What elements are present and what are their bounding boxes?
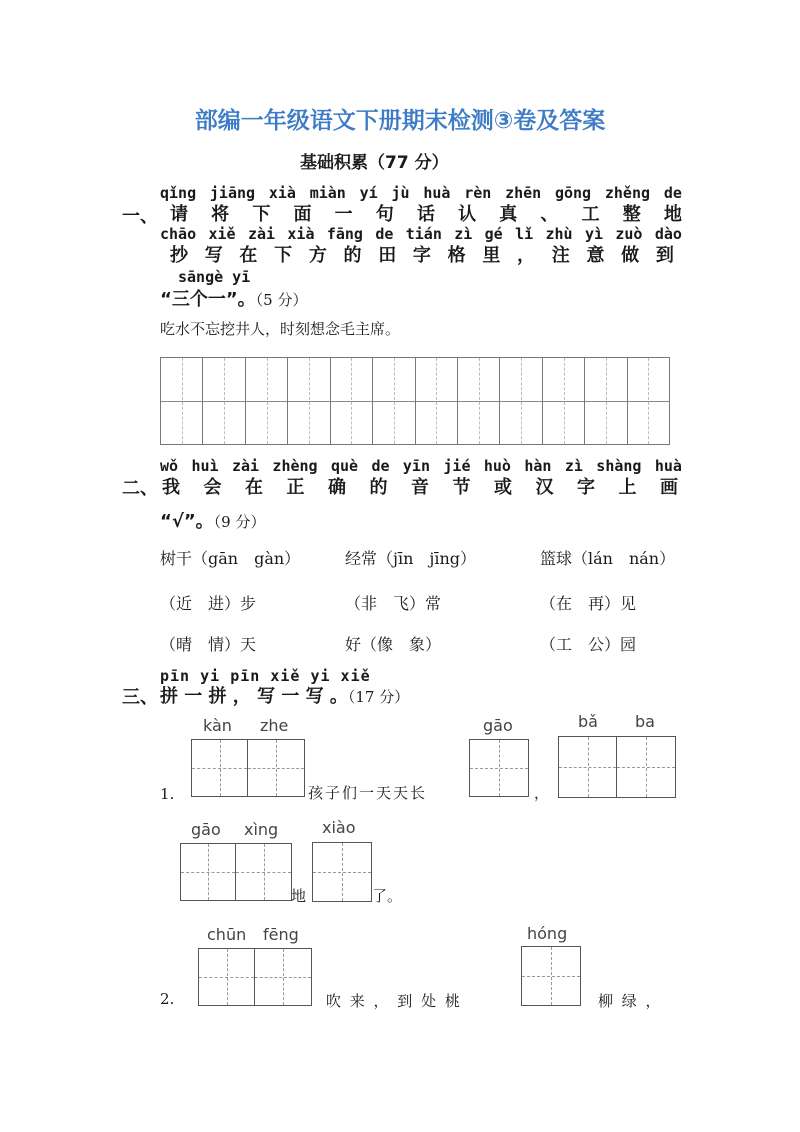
pinyin-label: fēng bbox=[263, 925, 299, 944]
syllable: 认 bbox=[458, 204, 477, 225]
syllable: 写 bbox=[204, 245, 223, 266]
syllable: zài bbox=[247, 225, 276, 243]
q2-number: 二、 bbox=[122, 478, 158, 499]
q2-check-mark: “√”。 bbox=[160, 511, 214, 532]
pinyin-label: bǎ bbox=[578, 712, 598, 731]
syllable: 一 bbox=[334, 204, 353, 225]
syllable: 工 bbox=[581, 204, 600, 225]
pinyin-label: gāo bbox=[191, 820, 221, 839]
syllable: 方 bbox=[308, 245, 327, 266]
syllable: huà bbox=[654, 457, 682, 475]
syllable: 到 bbox=[655, 245, 674, 266]
syllable: fāng bbox=[326, 225, 363, 243]
grid-cell[interactable] bbox=[628, 358, 669, 444]
q2-option[interactable]: 好（像 象） bbox=[345, 635, 442, 654]
pinyin-label: kàn bbox=[203, 716, 232, 735]
page-title: 部编一年级语文下册期末检测③卷及答案 bbox=[194, 108, 606, 134]
syllable: 汉 bbox=[535, 477, 554, 498]
syllable: xià bbox=[287, 225, 315, 243]
syllable: 正 bbox=[286, 477, 305, 498]
q2-option[interactable]: （在 再）见 bbox=[540, 594, 637, 613]
q1-score: （5 分） bbox=[255, 291, 308, 309]
syllable: chāo bbox=[160, 225, 197, 243]
syllable: de bbox=[375, 225, 394, 243]
syllable: 句 bbox=[375, 204, 394, 225]
syllable: zài bbox=[231, 457, 260, 475]
pinyin-label: xìng bbox=[244, 820, 279, 839]
grid-cell[interactable] bbox=[246, 358, 288, 444]
grid-cell[interactable] bbox=[458, 358, 500, 444]
syllable: huà bbox=[423, 184, 451, 202]
syllable: 做 bbox=[621, 245, 640, 266]
grid-cell[interactable] bbox=[500, 358, 542, 444]
item1-text: 孩子们一天天长 bbox=[308, 784, 428, 802]
item2-text-b: 柳 绿 ， bbox=[598, 992, 663, 1010]
q2-option[interactable]: （晴 情）天 bbox=[160, 635, 257, 654]
syllable: zhěng bbox=[604, 184, 651, 202]
syllable: yì bbox=[584, 225, 604, 243]
item1-text-d: 地 bbox=[291, 887, 307, 905]
q1-quote: “三个一”。 bbox=[160, 289, 256, 310]
q2-option[interactable]: （近 进）步 bbox=[160, 594, 257, 613]
syllable: zhèng bbox=[272, 457, 318, 475]
syllable: 格 bbox=[447, 245, 466, 266]
syllable: shàng bbox=[596, 457, 642, 475]
q1-text-line3 bbox=[160, 285, 307, 311]
syllable: yí bbox=[359, 184, 378, 202]
syllable: miàn bbox=[309, 184, 346, 202]
section-subtitle: 基础积累（77 分） bbox=[300, 153, 449, 173]
syllable: 字 bbox=[412, 245, 431, 266]
pinyin-label: hóng bbox=[527, 924, 568, 943]
syllable: 的 bbox=[369, 477, 388, 498]
q2-option[interactable]: 经常（jīn jīng） bbox=[345, 549, 477, 568]
pinyin-label: chūn bbox=[207, 925, 247, 944]
q2-option[interactable]: （非 飞）常 bbox=[345, 594, 442, 613]
syllable: 的 bbox=[343, 245, 362, 266]
q1-pinyin-line3: sāngè yī bbox=[178, 268, 251, 286]
syllable: rèn bbox=[464, 184, 492, 202]
syllable: 田 bbox=[378, 245, 397, 266]
syllable: 会 bbox=[203, 477, 222, 498]
syllable: 画 bbox=[660, 477, 678, 498]
syllable: 节 bbox=[452, 477, 471, 498]
syllable: 请 bbox=[170, 204, 188, 225]
syllable: jù bbox=[391, 184, 410, 202]
syllable: 或 bbox=[494, 477, 512, 498]
pinyin-label: zhe bbox=[260, 716, 289, 735]
syllable: zuò bbox=[615, 225, 643, 243]
syllable: jiāng bbox=[209, 184, 256, 202]
q2-option[interactable]: （工 公）园 bbox=[540, 635, 637, 654]
syllable: zì bbox=[564, 457, 583, 475]
syllable: 音 bbox=[411, 477, 429, 498]
q2-text-line1 bbox=[162, 473, 678, 499]
q1-text-line1 bbox=[170, 200, 682, 226]
syllable: 将 bbox=[211, 204, 230, 225]
pinyin-label: ba bbox=[635, 712, 655, 731]
grid-cell[interactable] bbox=[373, 358, 415, 444]
grid-cell[interactable] bbox=[203, 358, 245, 444]
syllable: de bbox=[371, 457, 390, 475]
syllable: dào bbox=[654, 225, 682, 243]
syllable: 字 bbox=[577, 477, 595, 498]
syllable: xiě bbox=[208, 225, 236, 243]
syllable: de bbox=[663, 184, 682, 202]
syllable: 里 bbox=[482, 245, 501, 266]
tianzige-box[interactable] bbox=[521, 946, 581, 1006]
item1-text-e: 了。 bbox=[372, 887, 403, 905]
syllable: 整 bbox=[622, 204, 641, 225]
pinyin-label: gāo bbox=[483, 716, 513, 735]
syllable: xià bbox=[268, 184, 296, 202]
syllable: wǒ bbox=[160, 457, 179, 475]
q3-text: 拼 一 拼 ， 写 一 写 。 bbox=[160, 686, 348, 707]
syllable: 下 bbox=[252, 204, 271, 225]
q2-text-line2 bbox=[160, 507, 265, 533]
q3-pinyin: pīn yi pīn xiě yi xiě bbox=[160, 667, 371, 685]
q3-instruction bbox=[160, 682, 409, 708]
syllable: jié bbox=[443, 457, 471, 475]
syllable: zhēn bbox=[505, 184, 542, 202]
syllable: 我 bbox=[162, 477, 180, 498]
syllable: 话 bbox=[416, 204, 435, 225]
syllable: 注 bbox=[551, 245, 570, 266]
q1-number: 一、 bbox=[122, 206, 158, 227]
grid-cell[interactable] bbox=[331, 358, 373, 444]
syllable: zì bbox=[454, 225, 473, 243]
q2-option[interactable]: 树干（gān gàn） bbox=[160, 549, 301, 568]
q1-text-line2 bbox=[170, 241, 674, 267]
item2-text: 吹 来 ， 到 处 桃 bbox=[326, 992, 462, 1010]
syllable: qǐng bbox=[160, 184, 197, 202]
pinyin-label: xiào bbox=[322, 818, 356, 837]
syllable: 下 bbox=[274, 245, 293, 266]
syllable: huì bbox=[191, 457, 219, 475]
tianzige-box[interactable] bbox=[469, 739, 529, 797]
grid-cell[interactable] bbox=[288, 358, 330, 444]
grid-cell[interactable] bbox=[416, 358, 458, 444]
syllable: 在 bbox=[239, 245, 258, 266]
syllable: zhù bbox=[545, 225, 573, 243]
tianzige-box[interactable] bbox=[312, 842, 372, 902]
q2-score: （9 分） bbox=[213, 513, 266, 531]
syllable: 抄 bbox=[170, 245, 188, 266]
q1-sentence: 吃水不忘挖井人，时刻想念毛主席。 bbox=[160, 320, 401, 338]
syllable: 地 bbox=[663, 204, 682, 225]
q3-score: （17 分） bbox=[347, 688, 410, 706]
grid-cell[interactable] bbox=[161, 358, 203, 444]
syllable: gōng bbox=[554, 184, 592, 202]
syllable: gé bbox=[484, 225, 503, 243]
item2-number: 2. bbox=[160, 990, 175, 1008]
q2-option[interactable]: 篮球（lán nán） bbox=[540, 549, 676, 568]
item1-comma: ， bbox=[534, 784, 550, 802]
syllable: 真 bbox=[499, 204, 518, 225]
syllable: 确 bbox=[328, 477, 346, 498]
tianzige-box[interactable] bbox=[558, 736, 676, 798]
syllable: 、 bbox=[540, 204, 559, 225]
syllable: 意 bbox=[586, 245, 605, 266]
syllable: 上 bbox=[618, 477, 637, 498]
syllable: 在 bbox=[245, 477, 263, 498]
syllable: lǐ bbox=[515, 225, 534, 243]
tianzige-box[interactable] bbox=[191, 739, 305, 797]
grid-cell[interactable] bbox=[543, 358, 585, 444]
syllable: huò bbox=[483, 457, 511, 475]
copy-grid[interactable] bbox=[160, 357, 670, 445]
tianzige-box[interactable] bbox=[198, 948, 312, 1006]
syllable: què bbox=[330, 457, 359, 475]
tianzige-box[interactable] bbox=[180, 843, 292, 901]
syllable: 面 bbox=[293, 204, 312, 225]
syllable: yīn bbox=[402, 457, 430, 475]
grid-cell[interactable] bbox=[585, 358, 627, 444]
syllable: ， bbox=[517, 245, 536, 266]
item1-number: 1. bbox=[160, 785, 175, 803]
syllable: hàn bbox=[524, 457, 552, 475]
syllable: tián bbox=[405, 225, 442, 243]
q3-number: 三、 bbox=[122, 687, 158, 708]
